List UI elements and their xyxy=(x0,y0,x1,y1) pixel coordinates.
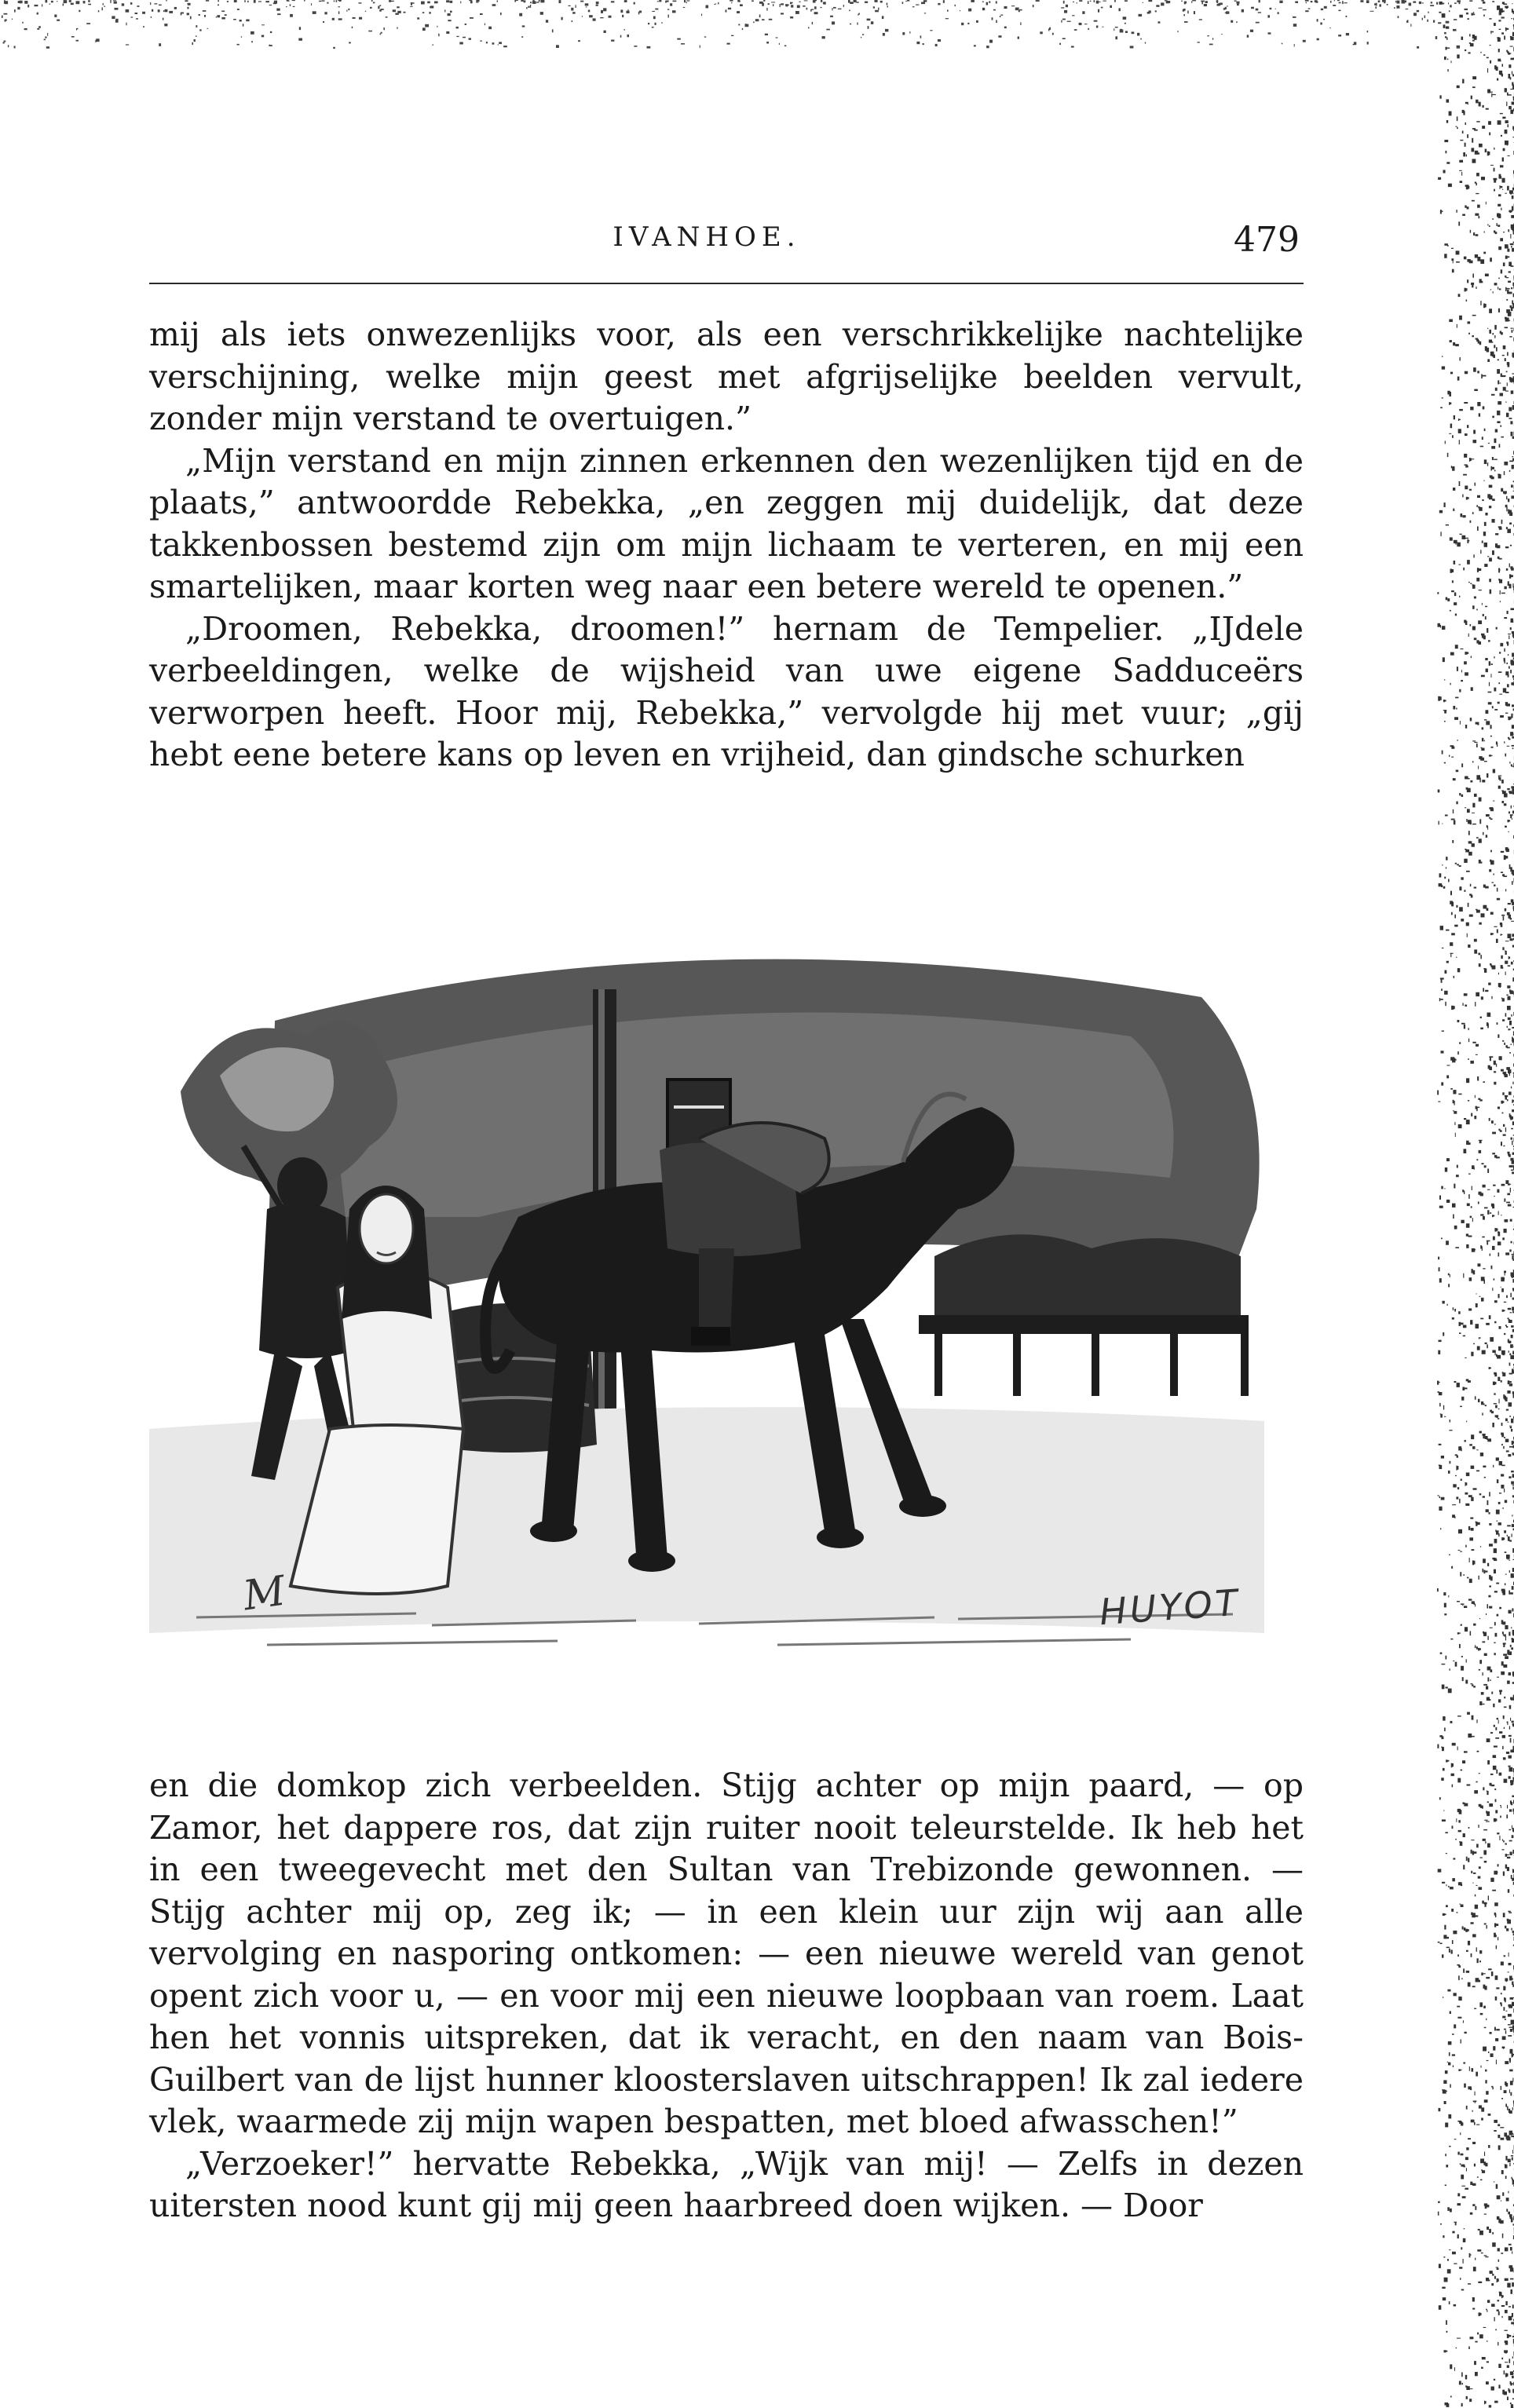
header-rule xyxy=(149,283,1304,284)
paragraph: „Mijn verstand en mijn zinnen erkennen den wezenlijken tijd en de plaats,” antwoordde Rebekka, „en zeggen mij duidelijk, dat deze takkenbossen bestemd zijn om mijn lichaam te verteren, en mij een smartelijken, maar korten weg naar een betere wereld te openen.” xyxy=(149,441,1304,605)
text-top xyxy=(149,314,1304,776)
engraving-illustration xyxy=(149,879,1304,1672)
page-number: 479 xyxy=(1234,220,1300,260)
text-bottom xyxy=(149,1765,1304,2227)
fence xyxy=(919,1315,1249,1334)
paragraph: „Droomen, Rebekka, droomen!” hernam de Tempelier. „IJdele verbeeldingen, welke de wijsheid van uwe eigene Sadduceërs verworpen heeft. Hoor mij, Rebekka,” vervolgde hij met vuur; „gij hebt eene betere kans op leven en vrijheid, dan gindsche schurken xyxy=(149,609,1304,773)
scan-noise-top xyxy=(0,0,1514,71)
crowd xyxy=(934,1234,1241,1319)
paragraph: „Verzoeker!” hervatte Rebekka, „Wijk van mij! — Zelfs in dezen uitersten nood kunt gij mij geen haarbreed doen wijken. — Door xyxy=(149,2144,1304,2224)
paragraph: mij als iets onwezenlijks voor, als een verschrikkelijke nachtelijke verschijning, welke mijn geest met afgrijselijke beelden vervult, zonder mijn verstand te overtuigen.” xyxy=(149,316,1304,437)
signature-left: M xyxy=(240,1567,289,1621)
scan-noise-right xyxy=(1437,0,1514,2408)
paragraph: en die domkop zich verbeelden. Stijg achter op mijn paard, — op Zamor, het dappere ros, dat zijn ruiter nooit teleurstelde. Ik heb het in een tweegevecht met den Sultan van Trebizonde gewonnen. — Stijg achter mij op, zeg ik; — in een klein uur zijn wij aan alle vervolging en nasporing ontkomen: — een nieuwe wereld van genot opent zich voor u, — en voor mij een nieuwe loopbaan van roem. Laat hen het vonnis uitspreken, dat ik veracht, en den naam van Bois-Guilbert van de lijst hunner kloosterslaven uitschrappen! Ik zal iedere vlek, waarmede zij mijn wapen bespatten, met bloed afwasschen!” xyxy=(149,1767,1304,2140)
fence-posts xyxy=(934,1333,1249,1396)
running-title: IVANHOE. xyxy=(613,221,801,253)
signature-right: HUYOT xyxy=(1098,1580,1242,1634)
